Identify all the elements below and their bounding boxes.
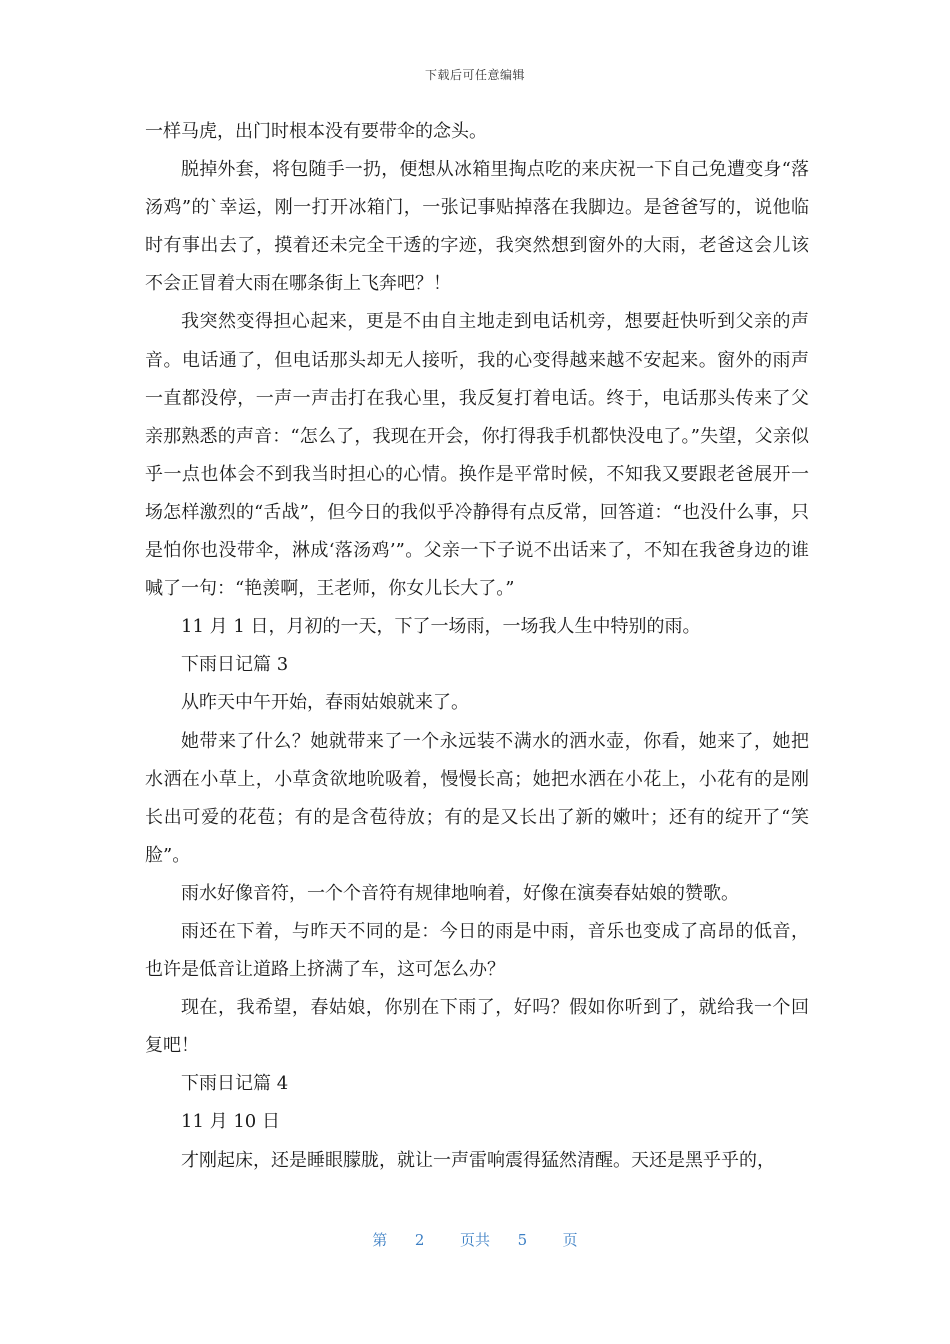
footer-label-di: 第 xyxy=(372,1231,388,1249)
paragraph-3: 我突然变得担心起来，更是不由自主地走到电话机旁，想要赶快听到父亲的声音。电话通了，但电话那头却无人接听，我的心变得越来越不安起来。窗外的雨声一直都没停，一声一声击打在我心里，我反复打着电话。终于，电话那头传来了父亲那熟悉的声音：“怎么了，我现在开会，你打得我手机都快没电了。”失望，父亲似乎一点也体会不到我当时担心的心情。换作是平常时候，不知我又要跟老爸展开一场怎样激烈的“舌战”，但今日的我似乎冷静得有点反常，回答道：“也没什么事，只是怕你也没带伞，淋成‘落汤鸡’”。父亲一下子说不出话来了，不知在我爸身边的谁喊了一句：“艳羡啊，王老师，你女儿长大了。” xyxy=(145,311,809,600)
section-heading-3: 下雨日记篇 3 xyxy=(181,654,289,676)
footer-label-ye-gong: 页共 xyxy=(459,1231,490,1249)
page-footer xyxy=(0,1229,950,1250)
paragraph-8: 雨水好像音符，一个个音符有规律地响着，好像在演奏春姑娘的赞歌。 xyxy=(181,882,739,904)
paragraph-6: 从昨天中午开始，春雨姑娘就来了。 xyxy=(181,692,469,714)
paragraph-1: 一样马虎，出门时根本没有要带伞的念头。 xyxy=(145,121,487,142)
paragraph-4: 11 月 1 日，月初的一天，下了一场雨，一场我人生中特别的雨。 xyxy=(181,616,701,638)
paragraph-7: 她带来了什么？她就带来了一个永远装不满水的洒水壶，你看，她来了，她把水洒在小草上，小草贪欲地吮吸着，慢慢长高；她把水洒在小花上，小花有的是刚长出可爱的花苞；有的是含苞待放；有的是又长出了新的嫩叶；还有的绽开了“笑脸”。 xyxy=(145,730,809,866)
footer-label-ye: 页 xyxy=(562,1231,578,1249)
page-header: 下载后可任意编辑 xyxy=(424,68,525,82)
paragraph-9: 雨还在下着，与昨天不同的是：今日的雨是中雨，音乐也变成了高昂的低音，也许是低音让道路上挤满了车，这可怎么办？ xyxy=(145,920,809,981)
current-page-number: 2 xyxy=(414,1231,425,1249)
section-heading-4: 下雨日记篇 4 xyxy=(181,1073,289,1095)
paragraph-10: 现在，我希望，春姑娘，你别在下雨了，好吗？假如你听到了，就给我一个回复吧！ xyxy=(145,997,809,1057)
date-line: 11 月 10 日 xyxy=(181,1111,280,1133)
paragraph-13: 才刚起床，还是睡眼朦胧，就让一声雷响震得猛然清醒。天还是黑乎乎的， xyxy=(181,1149,775,1171)
paragraph-2: 脱掉外套，将包随手一扔，便想从冰箱里掏点吃的来庆祝一下自己免遭变身“落汤鸡”的`幸运，刚一打开冰箱门，一张记事贴掉落在我脚边。是爸爸写的，说他临时有事出去了，摸着还未完全干透的字迹，我突然想到窗外的大雨，老爸这会儿该不会正冒着大雨在哪条街上飞奔吧？！ xyxy=(145,159,809,295)
total-page-number: 5 xyxy=(517,1231,528,1249)
document-body xyxy=(145,113,809,1180)
